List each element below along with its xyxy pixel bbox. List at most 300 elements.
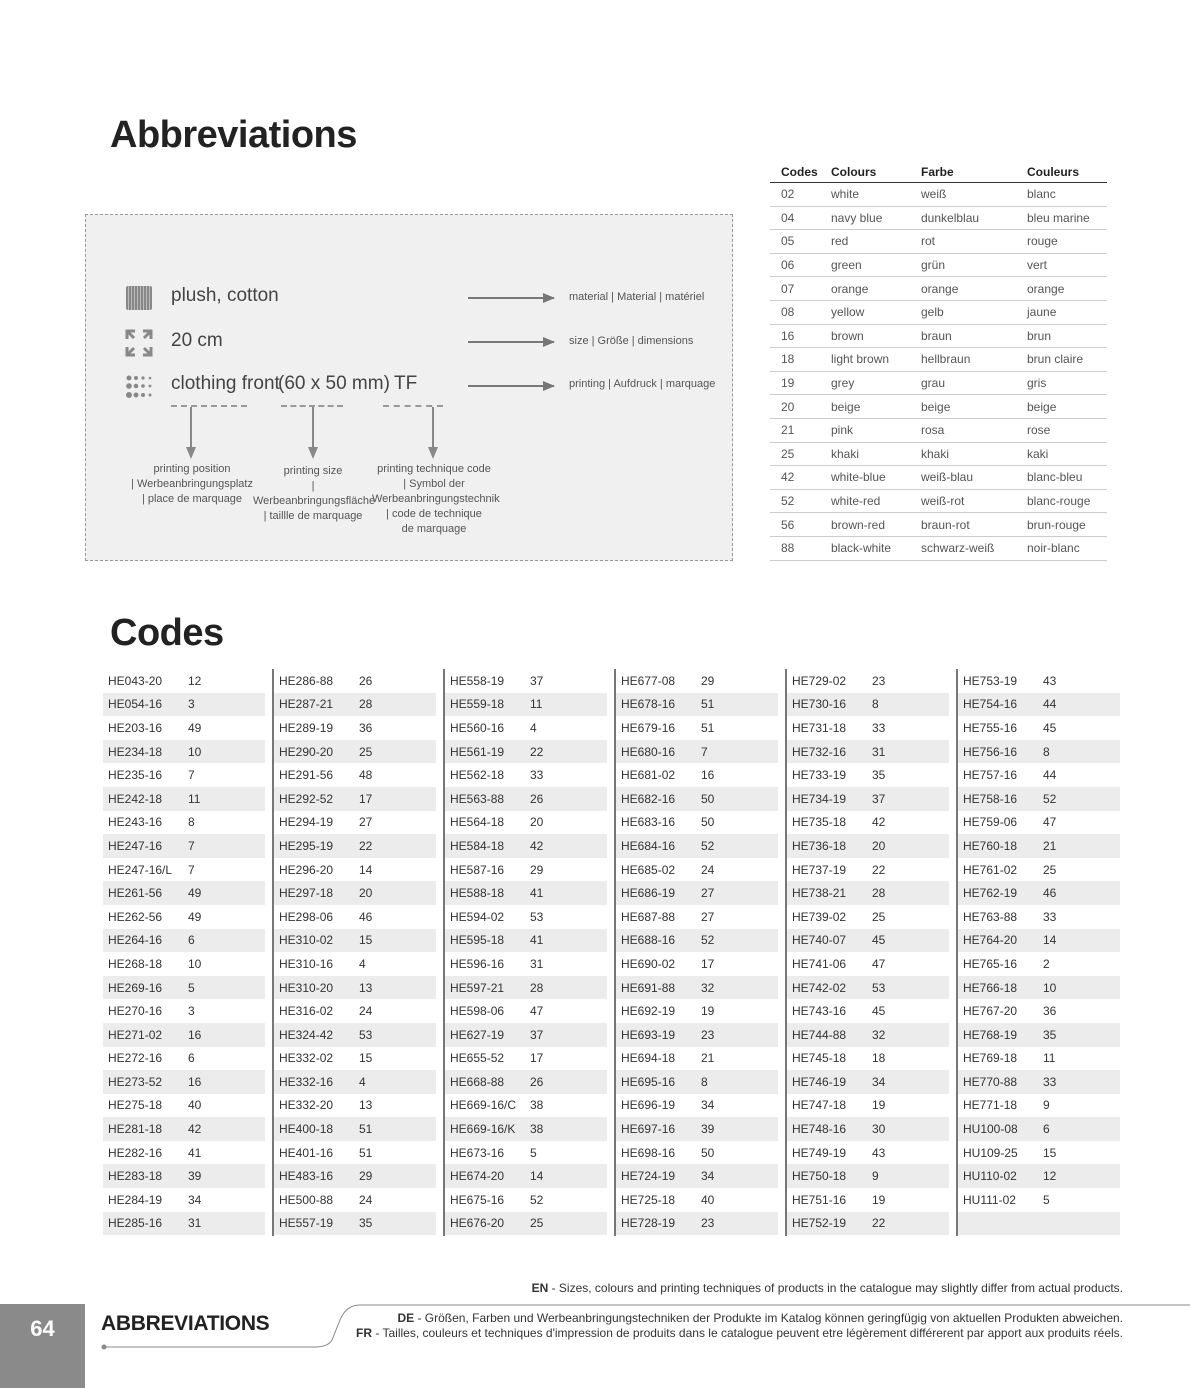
code-row: [787, 1023, 949, 1047]
page-ref: 23: [701, 1027, 715, 1042]
product-code: HE760-18: [963, 838, 1018, 853]
page-ref: 49: [188, 720, 202, 735]
codes-column: [445, 669, 607, 1235]
page-ref: 15: [1043, 1145, 1057, 1160]
code-row: [787, 976, 949, 1000]
code-row: [103, 716, 265, 740]
code-row: [958, 1188, 1120, 1212]
code-row: [445, 858, 607, 882]
page-ref: 13: [359, 1098, 373, 1113]
note-line: printing position: [153, 463, 231, 475]
lang-tag: FR: [356, 1326, 373, 1340]
colour-row: [770, 371, 1107, 395]
colour-en: light brown: [820, 348, 910, 372]
code-row: [787, 834, 949, 858]
code-row: [274, 1188, 436, 1212]
page-ref: 28: [872, 886, 886, 901]
codes-column: [958, 669, 1120, 1235]
colour-row: [770, 277, 1107, 301]
code-row: [103, 1212, 265, 1236]
page-ref: 27: [701, 909, 715, 924]
code-row: [787, 952, 949, 976]
colour-de: khaki: [910, 442, 1016, 466]
code-row: [787, 740, 949, 764]
page-ref: 45: [1043, 720, 1057, 735]
product-code: HE298-06: [279, 909, 334, 924]
colour-fr: bleu marine: [1016, 206, 1107, 230]
page-ref: 26: [359, 673, 373, 688]
code-row: [103, 1070, 265, 1094]
code-row: [103, 929, 265, 953]
code-row: [616, 1023, 778, 1047]
product-code: HE563-88: [450, 791, 505, 806]
colour-fr: blanc-bleu: [1016, 466, 1107, 490]
code-row: [958, 905, 1120, 929]
page-ref: 23: [872, 673, 886, 688]
code-row: [958, 1164, 1120, 1188]
product-code: HE761-02: [963, 862, 1018, 877]
codes-column: [103, 669, 265, 1235]
column-separator: [956, 669, 958, 1236]
page-ref: 2: [1043, 956, 1050, 971]
product-code: HE753-19: [963, 673, 1018, 688]
product-code: HE732-16: [792, 744, 847, 759]
page-ref: 34: [872, 1074, 886, 1089]
colour-code: 42: [770, 466, 820, 490]
page-ref: 34: [701, 1169, 715, 1184]
page-ref: 50: [701, 815, 715, 830]
product-code: HE296-20: [279, 862, 334, 877]
page-ref: 36: [1043, 1004, 1057, 1019]
page-ref: 22: [359, 838, 373, 853]
product-code: HE740-07: [792, 933, 847, 948]
colour-row: [770, 183, 1107, 207]
product-code: HE558-19: [450, 673, 505, 688]
code-row: [958, 952, 1120, 976]
colour-en: brown: [820, 324, 910, 348]
print-position-value: clothing front: [171, 373, 280, 394]
header-couleurs: Couleurs: [1016, 162, 1107, 183]
colour-row: [770, 324, 1107, 348]
disclaimer-text: - Größen, Farben und Werbeanbringungstechniken der Produkte im Katalog können geringfügig von aktuellen Produkten abweichen.: [414, 1311, 1123, 1325]
page-ref: 47: [530, 1004, 544, 1019]
page-ref: 5: [530, 1145, 537, 1160]
product-code: HE674-20: [450, 1169, 505, 1184]
code-row: [787, 881, 949, 905]
code-row: [445, 1117, 607, 1141]
product-code: HE310-16: [279, 956, 334, 971]
product-code: HE557-19: [279, 1216, 334, 1231]
product-code: HE696-19: [621, 1098, 676, 1113]
colour-fr: rose: [1016, 418, 1107, 442]
note-printing-technique: [372, 462, 500, 537]
code-row: [103, 811, 265, 835]
product-code: HE750-18: [792, 1169, 847, 1184]
product-code: HE770-88: [963, 1074, 1018, 1089]
page-ref: 26: [530, 791, 544, 806]
page-ref: 26: [530, 1074, 544, 1089]
colour-en: yellow: [820, 300, 910, 324]
code-row: [958, 787, 1120, 811]
product-code: HE755-16: [963, 720, 1018, 735]
code-row: [103, 740, 265, 764]
page-ref: 52: [701, 933, 715, 948]
page-ref: 14: [1043, 933, 1057, 948]
disclaimer-de: [356, 1311, 1123, 1326]
product-code: HE693-19: [621, 1027, 676, 1042]
code-row: [274, 976, 436, 1000]
product-code: HE698-16: [621, 1145, 676, 1160]
colour-en: brown-red: [820, 513, 910, 537]
material-arrow: [468, 297, 554, 299]
product-code: HE243-16: [108, 815, 163, 830]
product-code: HU109-25: [963, 1145, 1018, 1160]
colour-en: navy blue: [820, 206, 910, 230]
product-code: HE261-56: [108, 886, 163, 901]
code-row: [616, 858, 778, 882]
colour-row: [770, 230, 1107, 254]
colour-row: [770, 253, 1107, 277]
code-row: [274, 1094, 436, 1118]
colour-de: weiß-rot: [910, 489, 1016, 513]
product-code: HE737-19: [792, 862, 847, 877]
page-ref: 19: [872, 1192, 886, 1207]
code-row: [616, 1212, 778, 1236]
product-code: HE759-06: [963, 815, 1018, 830]
code-row: [958, 1047, 1120, 1071]
product-code: HE748-16: [792, 1122, 847, 1137]
page-ref: 8: [701, 1074, 708, 1089]
product-code: HE247-16/L: [108, 862, 173, 877]
product-code: HE757-16: [963, 768, 1018, 783]
code-row: [958, 811, 1120, 835]
code-row: [103, 858, 265, 882]
page-number: 64: [30, 1316, 55, 1341]
code-row: [958, 1023, 1120, 1047]
note-line: | Werbeanbringungsfläche: [253, 480, 376, 507]
colour-fr: brun claire: [1016, 348, 1107, 372]
colour-de: braun-rot: [910, 513, 1016, 537]
product-code: HE695-16: [621, 1074, 676, 1089]
code-row: [103, 1047, 265, 1071]
colour-de: beige: [910, 395, 1016, 419]
page-ref: 5: [188, 980, 195, 995]
product-code: HE310-20: [279, 980, 334, 995]
colour-code: 25: [770, 442, 820, 466]
product-code: HE771-18: [963, 1098, 1018, 1113]
page-ref: 31: [188, 1216, 202, 1231]
product-code: HE725-18: [621, 1192, 676, 1207]
page-ref: 45: [872, 933, 886, 948]
code-row: [616, 716, 778, 740]
code-row: [103, 834, 265, 858]
code-row: [445, 1164, 607, 1188]
code-row: [787, 693, 949, 717]
page-ref: 24: [359, 1192, 373, 1207]
page-ref: 42: [530, 838, 544, 853]
code-row: [445, 834, 607, 858]
colour-code: 08: [770, 300, 820, 324]
code-row: [616, 693, 778, 717]
code-row: [274, 881, 436, 905]
product-code: HU111-02: [963, 1192, 1016, 1207]
page-ref: 29: [701, 673, 715, 688]
page-ref: 33: [872, 720, 886, 735]
code-row: [787, 1141, 949, 1165]
colour-code: 56: [770, 513, 820, 537]
colour-row: [770, 513, 1107, 537]
note-line: | code de technique: [386, 508, 482, 520]
product-code: HE681-02: [621, 768, 676, 783]
product-code: HE271-02: [108, 1027, 163, 1042]
product-code: HE762-19: [963, 886, 1018, 901]
product-code: HE286-88: [279, 673, 334, 688]
page-ref: 37: [530, 673, 544, 688]
page-ref: 23: [701, 1216, 715, 1231]
code-row: [274, 1212, 436, 1236]
code-row: [787, 1212, 949, 1236]
product-code: HE500-88: [279, 1192, 334, 1207]
page-ref: 19: [872, 1098, 886, 1113]
size-arrow: [468, 341, 554, 343]
page-ref: 41: [188, 1145, 202, 1160]
product-code: HE767-20: [963, 1004, 1018, 1019]
note-printing-size: [253, 464, 376, 524]
page-ref: 33: [1043, 1074, 1057, 1089]
product-code: HE560-16: [450, 720, 505, 735]
page-ref: 14: [359, 862, 373, 877]
code-row: [787, 716, 949, 740]
product-code: HE297-18: [279, 886, 334, 901]
product-code: HE332-16: [279, 1074, 334, 1089]
colour-en: white-red: [820, 489, 910, 513]
product-code: HE332-20: [279, 1098, 334, 1113]
code-row: [103, 693, 265, 717]
product-code: HE262-56: [108, 909, 163, 924]
product-code: HE679-16: [621, 720, 676, 735]
code-row: [445, 1141, 607, 1165]
product-code: HE747-18: [792, 1098, 847, 1113]
code-row: [616, 763, 778, 787]
lang-tag: DE: [397, 1311, 415, 1325]
page-ref: 3: [188, 1004, 195, 1019]
code-row: [445, 952, 607, 976]
page-ref: 46: [359, 909, 373, 924]
code-row: [616, 811, 778, 835]
colour-fr: vert: [1016, 253, 1107, 277]
code-row: [274, 1023, 436, 1047]
product-code: HE282-16: [108, 1145, 163, 1160]
code-row: [274, 763, 436, 787]
lang-tag: EN: [531, 1281, 549, 1295]
code-row: [787, 1047, 949, 1071]
code-row: [958, 1070, 1120, 1094]
page-ref: 43: [1043, 673, 1057, 688]
note-line: | place de marquage: [141, 493, 243, 505]
page-ref: 34: [188, 1192, 202, 1207]
page-ref: 52: [530, 1192, 544, 1207]
product-code: HE668-88: [450, 1074, 505, 1089]
page-ref: 27: [701, 886, 715, 901]
product-code: HE730-16: [792, 697, 847, 712]
code-row: [958, 740, 1120, 764]
code-row: [103, 1164, 265, 1188]
page-ref: 21: [1043, 838, 1057, 853]
page-ref: 52: [701, 838, 715, 853]
code-row: [103, 881, 265, 905]
code-row: [445, 1070, 607, 1094]
page-ref: 46: [1043, 886, 1057, 901]
code-row: [445, 1047, 607, 1071]
code-row: [445, 740, 607, 764]
colour-de: hellbraun: [910, 348, 1016, 372]
page-ref: 14: [530, 1169, 544, 1184]
page-ref: 36: [359, 720, 373, 735]
size-icon: [125, 329, 153, 357]
page-ref: 38: [530, 1122, 544, 1137]
code-row: [274, 834, 436, 858]
note-line: | taillle de marquage: [263, 510, 363, 522]
disclaimer-text: - Sizes, colours and printing techniques of products in the catalogue may slightly differ from actual products.: [548, 1281, 1123, 1295]
page-ref: 51: [359, 1122, 373, 1137]
page-ref: 10: [188, 744, 202, 759]
size-label: size | Größe | dimensions: [569, 335, 694, 347]
colour-de: weiß-blau: [910, 466, 1016, 490]
product-code: HE285-16: [108, 1216, 163, 1231]
code-row: [445, 1212, 607, 1236]
page-ref: 42: [872, 815, 886, 830]
page-ref: 25: [1043, 862, 1057, 877]
code-row: [616, 1094, 778, 1118]
note-line: printing technique code: [377, 463, 491, 475]
product-code: HE680-16: [621, 744, 676, 759]
colour-fr: kaki: [1016, 442, 1107, 466]
page-ref: 49: [188, 909, 202, 924]
page-ref: 45: [872, 1004, 886, 1019]
position-arrow: [190, 407, 192, 457]
code-row: [274, 1070, 436, 1094]
code-row: [445, 787, 607, 811]
page-ref: 13: [359, 980, 373, 995]
product-code: HE295-19: [279, 838, 334, 853]
product-code: HE247-16: [108, 838, 163, 853]
page-ref: 37: [872, 791, 886, 806]
product-code: HE673-16: [450, 1145, 505, 1160]
page-ref: 7: [188, 862, 195, 877]
product-code: HE655-52: [450, 1051, 505, 1066]
page-ref: 37: [530, 1027, 544, 1042]
code-row: [787, 1164, 949, 1188]
code-row: [274, 811, 436, 835]
colour-code: 05: [770, 230, 820, 254]
material-value: plush, cotton: [171, 285, 279, 306]
product-code: HE736-18: [792, 838, 847, 853]
code-row: [445, 693, 607, 717]
product-code: HE765-16: [963, 956, 1018, 971]
page-ref: 29: [530, 862, 544, 877]
page-ref: 30: [872, 1122, 886, 1137]
page-ref: 42: [188, 1122, 202, 1137]
colour-codes-table: [770, 162, 1107, 561]
note-line: | Symbol der: [403, 478, 465, 490]
page-ref: 29: [359, 1169, 373, 1184]
product-code: HE587-16: [450, 862, 505, 877]
technique-underline: [383, 405, 443, 407]
colour-en: grey: [820, 371, 910, 395]
colour-de: dunkelblau: [910, 206, 1016, 230]
product-code: HE596-16: [450, 956, 505, 971]
code-row: [958, 763, 1120, 787]
colour-row: [770, 536, 1107, 560]
page-ref: 9: [872, 1169, 879, 1184]
product-code: HE290-20: [279, 744, 334, 759]
product-code: HE483-16: [279, 1169, 334, 1184]
page-ref: 35: [872, 768, 886, 783]
page-ref: 16: [701, 768, 715, 783]
page-ref: 3: [188, 697, 195, 712]
page-ref: 6: [1043, 1122, 1050, 1137]
codes-column: [274, 669, 436, 1235]
code-row: [616, 999, 778, 1023]
header-colours: Colours: [820, 162, 910, 183]
code-row: [274, 740, 436, 764]
code-row: [958, 999, 1120, 1023]
page-ref: 33: [1043, 909, 1057, 924]
code-row: [274, 929, 436, 953]
size-value: 20 cm: [171, 330, 223, 351]
page-ref: 4: [530, 720, 537, 735]
product-code: HE752-19: [792, 1216, 847, 1231]
printing-arrow: [468, 385, 554, 387]
product-code: HE281-18: [108, 1122, 163, 1137]
colour-en: pink: [820, 418, 910, 442]
colour-row: [770, 300, 1107, 324]
product-code: HE235-16: [108, 768, 163, 783]
colour-code: 18: [770, 348, 820, 372]
page-ref: 12: [1043, 1169, 1057, 1184]
code-row: [787, 669, 949, 693]
footer-disclaimer-de-fr: [356, 1311, 1123, 1341]
colour-en: white-blue: [820, 466, 910, 490]
page-ref: 51: [701, 720, 715, 735]
product-code: HE692-19: [621, 1004, 676, 1019]
code-row: [103, 905, 265, 929]
product-code: HE734-19: [792, 791, 847, 806]
page-ref: 47: [1043, 815, 1057, 830]
code-row: [445, 811, 607, 835]
page-ref: 7: [701, 744, 708, 759]
page-ref: 39: [701, 1122, 715, 1137]
code-row: [103, 1141, 265, 1165]
page-ref: 20: [530, 815, 544, 830]
code-row: [103, 1117, 265, 1141]
technique-arrow: [432, 407, 434, 457]
disclaimer-fr: [356, 1326, 1123, 1341]
colour-fr: noir-blanc: [1016, 536, 1107, 560]
page-ref: 6: [188, 933, 195, 948]
page-ref: 24: [701, 862, 715, 877]
colour-en: khaki: [820, 442, 910, 466]
product-code: HE743-16: [792, 1004, 847, 1019]
material-icon: [126, 286, 152, 310]
product-code: HE678-16: [621, 697, 676, 712]
code-row: [445, 716, 607, 740]
product-code: HE275-18: [108, 1098, 163, 1113]
product-code: HE401-16: [279, 1145, 334, 1160]
page-ref: 22: [530, 744, 544, 759]
code-row: [274, 952, 436, 976]
print-technique-value: TF: [394, 373, 418, 394]
